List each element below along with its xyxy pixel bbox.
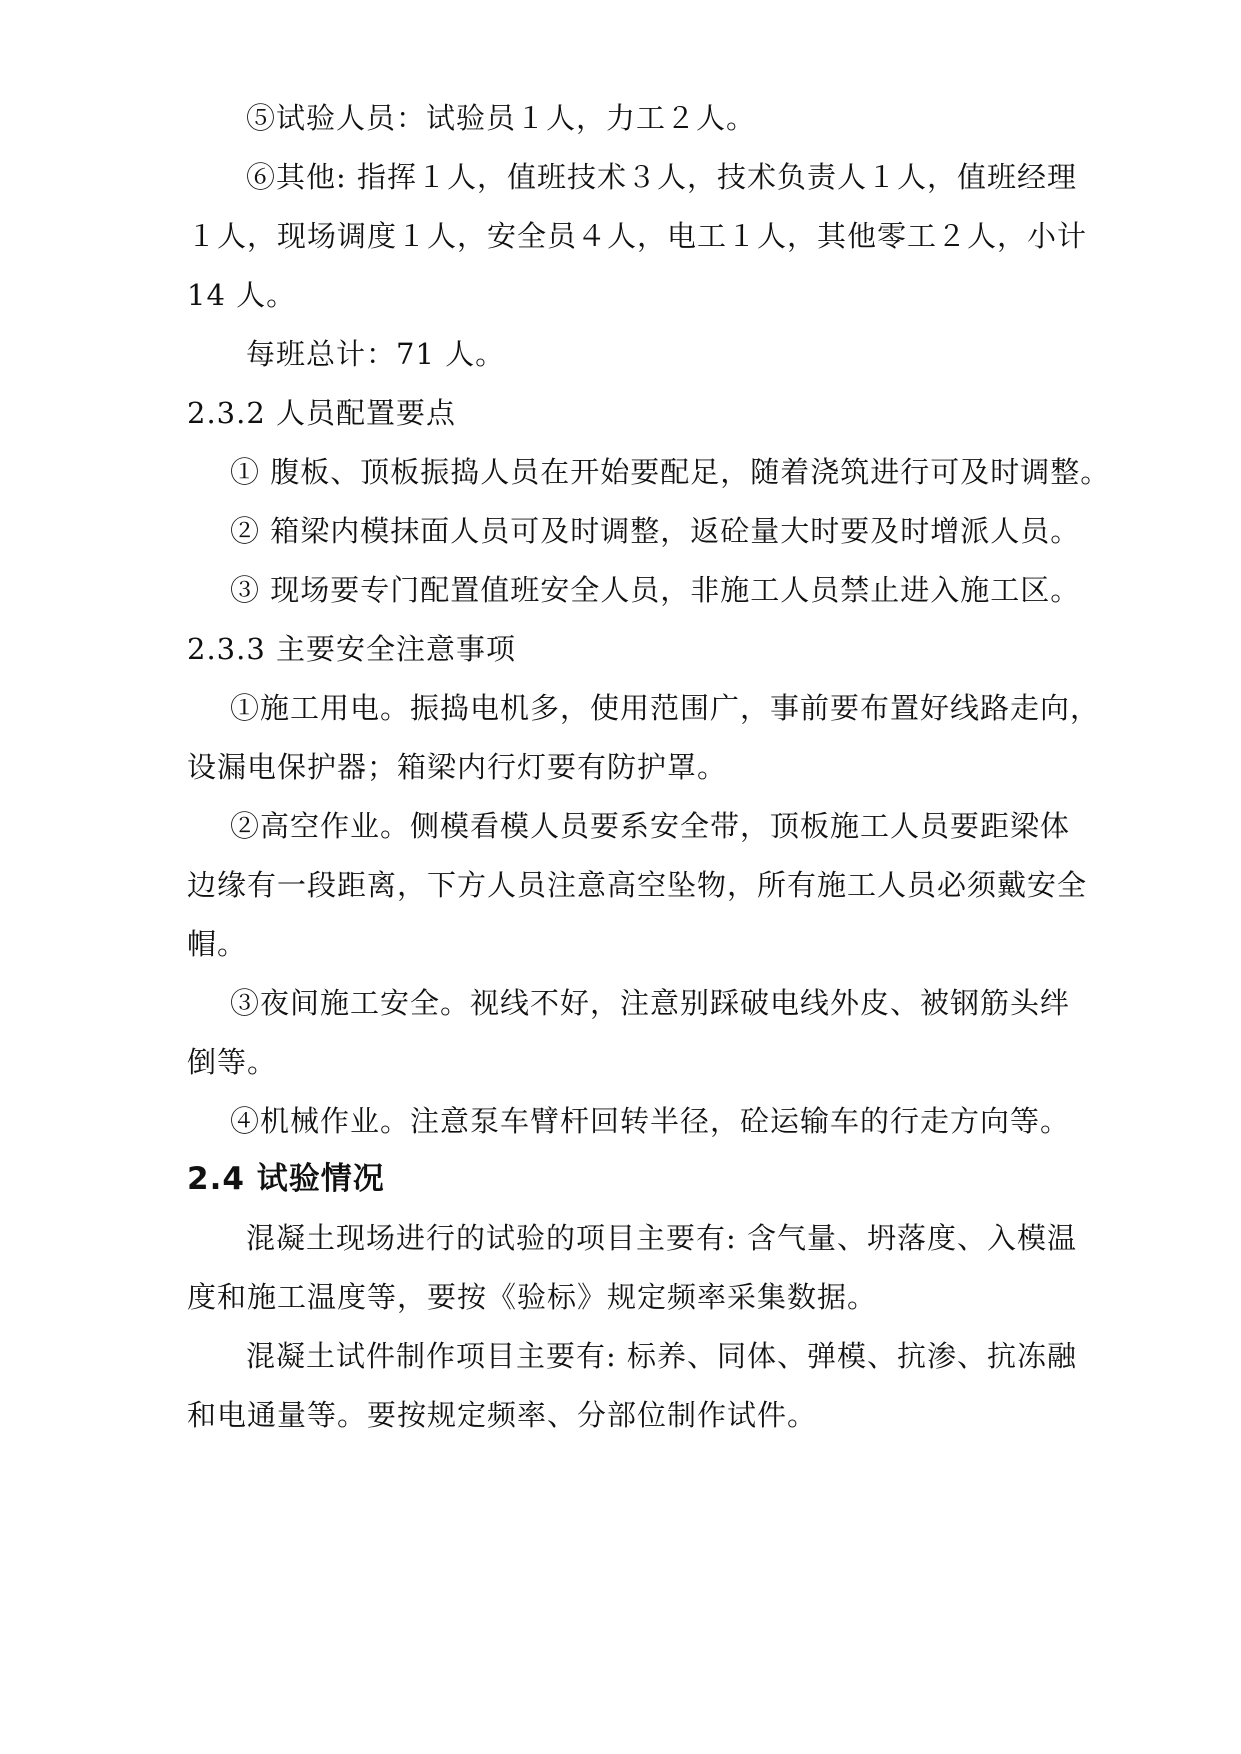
staffing-point-2: ② 箱梁内模抹面人员可及时调整，返砼量大时要及时增派人员。 [230,514,1081,548]
testing-para-1-line-1: 混凝土现场进行的试验的项目主要有: 含气量、坍落度、入模温 [246,1221,1077,1255]
section-2-4-heading: 2.4 试验情况 [187,1161,385,1197]
safety-item-1-line-2: 设漏电保护器；箱梁内行灯要有防护罩。 [187,750,728,784]
staffing-point-1: ① 腹板、顶板振捣人员在开始要配足，随着浇筑进行可及时调整。 [230,455,1111,489]
section-2-3-3-heading: 2.3.3 主要安全注意事项 [187,632,517,666]
safety-item-2-line-3: 帽。 [187,927,248,961]
testing-personnel-line: ⑤试验人员：试验员１人，力工２人。 [246,101,757,135]
other-personnel-line-1: ⑥其他: 指挥１人，值班技术３人，技术负责人１人，值班经理 [246,160,1077,194]
shift-total-line: 每班总计：71 人。 [246,337,506,371]
safety-item-3-line-2: 倒等。 [187,1045,278,1079]
safety-item-2-line-2: 边缘有一段距离，下方人员注意高空坠物，所有施工人员必须戴安全 [187,868,1088,902]
safety-item-4-line-1: ④机械作业。注意泵车臂杆回转半径，砼运输车的行走方向等。 [230,1104,1071,1138]
other-personnel-line-2: １人，现场调度１人，安全员４人，电工１人，其他零工２人，小计 [187,219,1088,253]
safety-item-2-line-1: ②高空作业。侧模看模人员要系安全带，顶板施工人员要距梁体 [230,809,1071,843]
testing-para-2-line-2: 和电通量等。要按规定频率、分部位制作试件。 [187,1398,818,1432]
testing-para-2-line-1: 混凝土试件制作项目主要有: 标养、同体、弹模、抗渗、抗冻融 [246,1339,1077,1373]
safety-item-1-line-1: ①施工用电。振捣电机多，使用范围广，事前要布置好线路走向， [230,691,1101,725]
section-2-3-2-heading: 2.3.2 人员配置要点 [187,396,457,430]
testing-para-1-line-2: 度和施工温度等，要按《验标》规定频率采集数据。 [187,1280,878,1314]
staffing-point-3: ③ 现场要专门配置值班安全人员，非施工人员禁止进入施工区。 [230,573,1081,607]
safety-item-3-line-1: ③夜间施工安全。视线不好，注意别踩破电线外皮、被钢筋头绊 [230,986,1071,1020]
other-personnel-line-3: 14 人。 [187,278,297,312]
